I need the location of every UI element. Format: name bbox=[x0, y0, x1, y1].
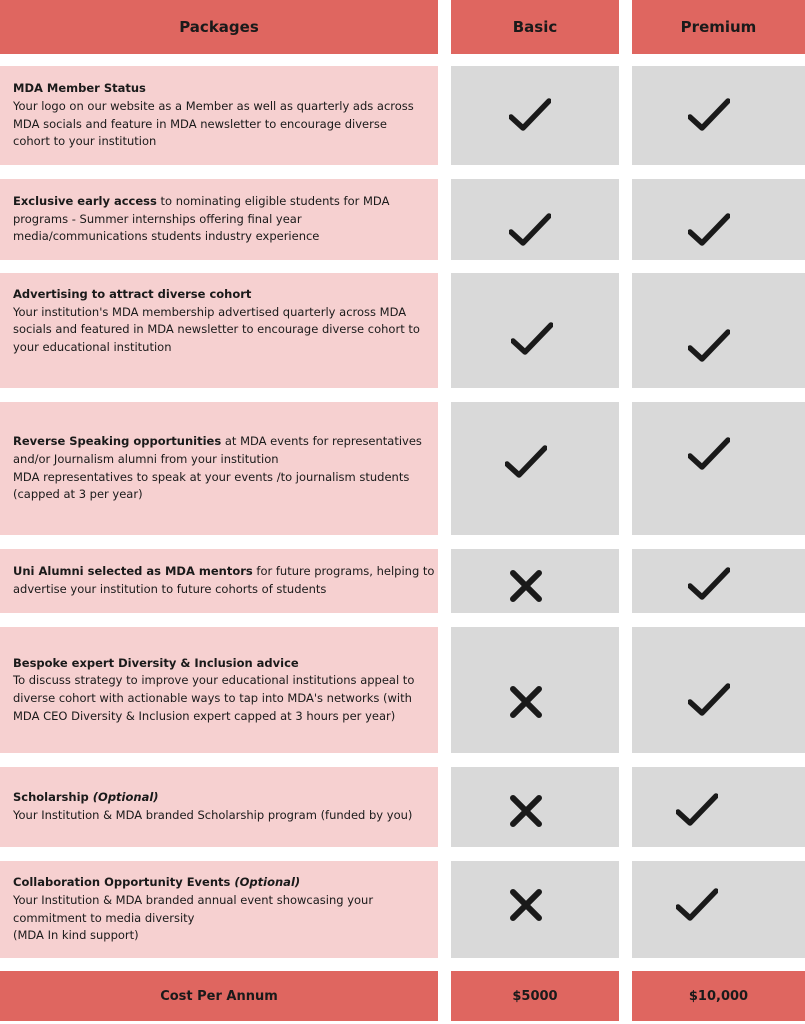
feature-line: MDA representatives to speak at your events /to journalism students bbox=[13, 469, 410, 484]
check-icon bbox=[688, 329, 730, 363]
basic-price: $5000 bbox=[512, 988, 558, 1004]
feature-row-scholarship bbox=[0, 767, 438, 847]
feature-line: Your Institution & MDA branded Scholarship program (funded by you) bbox=[13, 808, 413, 822]
feature-title: Uni Alumni selected as MDA mentors bbox=[13, 564, 253, 579]
feature-line: Your institution's MDA membership advertised quarterly across MDA bbox=[13, 304, 407, 319]
header-premium bbox=[632, 0, 805, 54]
feature-line: your educational institution bbox=[13, 339, 172, 354]
feature-line: programs - Summer internships offering final year bbox=[13, 211, 302, 226]
check-icon bbox=[505, 445, 547, 479]
footer-label: Cost Per Annum bbox=[160, 988, 278, 1004]
basic-cell bbox=[451, 66, 619, 165]
feature-line: cohort to your institution bbox=[13, 134, 157, 149]
basic-cell bbox=[451, 549, 619, 613]
feature-title: Advertising to attract diverse cohort bbox=[13, 287, 252, 301]
feature-title-rest: for future programs, helping to bbox=[252, 564, 435, 579]
feature-line: (MDA In kind support) bbox=[13, 928, 139, 943]
feature-line: MDA socials and feature in MDA newsletter to encourage diverse bbox=[13, 116, 387, 131]
feature-title-optional: (Optional) bbox=[92, 790, 159, 805]
premium-cell bbox=[632, 179, 805, 260]
footer-premium-price bbox=[632, 971, 805, 1021]
feature-title: Collaboration Opportunity Events bbox=[13, 875, 235, 890]
check-icon bbox=[688, 567, 730, 601]
cross-icon bbox=[509, 888, 543, 922]
feature-row-diversity-advice bbox=[0, 627, 438, 753]
feature-row-alumni-mentors bbox=[0, 549, 438, 613]
premium-cell bbox=[632, 549, 805, 613]
premium-cell bbox=[632, 767, 805, 847]
feature-row-reverse-speaking bbox=[0, 402, 438, 535]
feature-title-optional: (Optional) bbox=[234, 875, 301, 890]
feature-title-rest: to nominating eligible students for MDA bbox=[156, 194, 390, 209]
basic-cell bbox=[451, 273, 619, 388]
feature-line: Your Institution & MDA branded annual event showcasing your bbox=[13, 892, 374, 907]
feature-row-advertising bbox=[0, 273, 438, 388]
feature-title: MDA Member Status bbox=[13, 81, 146, 96]
footer-basic-price bbox=[451, 971, 619, 1021]
feature-line: commitment to media diversity bbox=[13, 910, 195, 925]
header-packages-label: Packages bbox=[179, 18, 259, 36]
cross-icon bbox=[509, 569, 543, 603]
feature-line: To discuss strategy to improve your educational institutions appeal to bbox=[13, 673, 415, 688]
check-icon bbox=[676, 793, 718, 827]
feature-line: media/communications students industry experience bbox=[13, 229, 320, 244]
feature-line: MDA CEO Diversity & Inclusion expert capped at 3 hours per year) bbox=[13, 708, 396, 723]
premium-price: $10,000 bbox=[688, 988, 749, 1004]
premium-cell bbox=[632, 402, 805, 535]
premium-cell bbox=[632, 66, 805, 165]
check-icon bbox=[688, 213, 730, 247]
basic-cell bbox=[451, 767, 619, 847]
cross-icon bbox=[509, 794, 543, 828]
header-basic bbox=[451, 0, 619, 54]
basic-cell bbox=[451, 179, 619, 260]
feature-line: (capped at 3 per year) bbox=[13, 487, 143, 502]
feature-title: Scholarship bbox=[13, 790, 93, 805]
feature-line: Your logo on our website as a Member as well as quarterly ads across bbox=[13, 98, 414, 113]
check-icon bbox=[688, 437, 730, 471]
feature-title: Bespoke expert Diversity & Inclusion advice bbox=[13, 655, 299, 670]
feature-line: socials and featured in MDA newsletter to encourage diverse cohort to bbox=[13, 322, 420, 337]
feature-title-rest: at MDA events for representatives bbox=[221, 434, 422, 449]
header-premium-label: Premium bbox=[680, 18, 757, 36]
footer-cost-label bbox=[0, 971, 438, 1021]
feature-title: Reverse Speaking opportunities bbox=[13, 434, 222, 449]
cross-icon bbox=[509, 685, 543, 719]
feature-line: advertise your institution to future cohorts of students bbox=[13, 582, 327, 596]
premium-cell bbox=[632, 627, 805, 753]
basic-cell bbox=[451, 402, 619, 535]
check-icon bbox=[688, 98, 730, 132]
basic-cell bbox=[451, 627, 619, 753]
check-icon bbox=[688, 683, 730, 717]
feature-title: Exclusive early access bbox=[13, 194, 157, 209]
basic-cell bbox=[451, 861, 619, 958]
premium-cell bbox=[632, 273, 805, 388]
check-icon bbox=[509, 213, 551, 247]
header-basic-label: Basic bbox=[512, 18, 558, 36]
check-icon bbox=[511, 322, 553, 356]
check-icon bbox=[509, 98, 551, 132]
feature-row-member-status bbox=[0, 66, 438, 165]
feature-line: diverse cohort with actionable ways to tap into MDA's networks (with bbox=[13, 691, 412, 705]
check-icon bbox=[676, 888, 718, 922]
feature-line: and/or Journalism alumni from your institution bbox=[13, 451, 279, 466]
feature-row-early-access bbox=[0, 179, 438, 260]
feature-row-collaboration-events bbox=[0, 861, 438, 958]
header-packages bbox=[0, 0, 438, 54]
premium-cell bbox=[632, 861, 805, 958]
